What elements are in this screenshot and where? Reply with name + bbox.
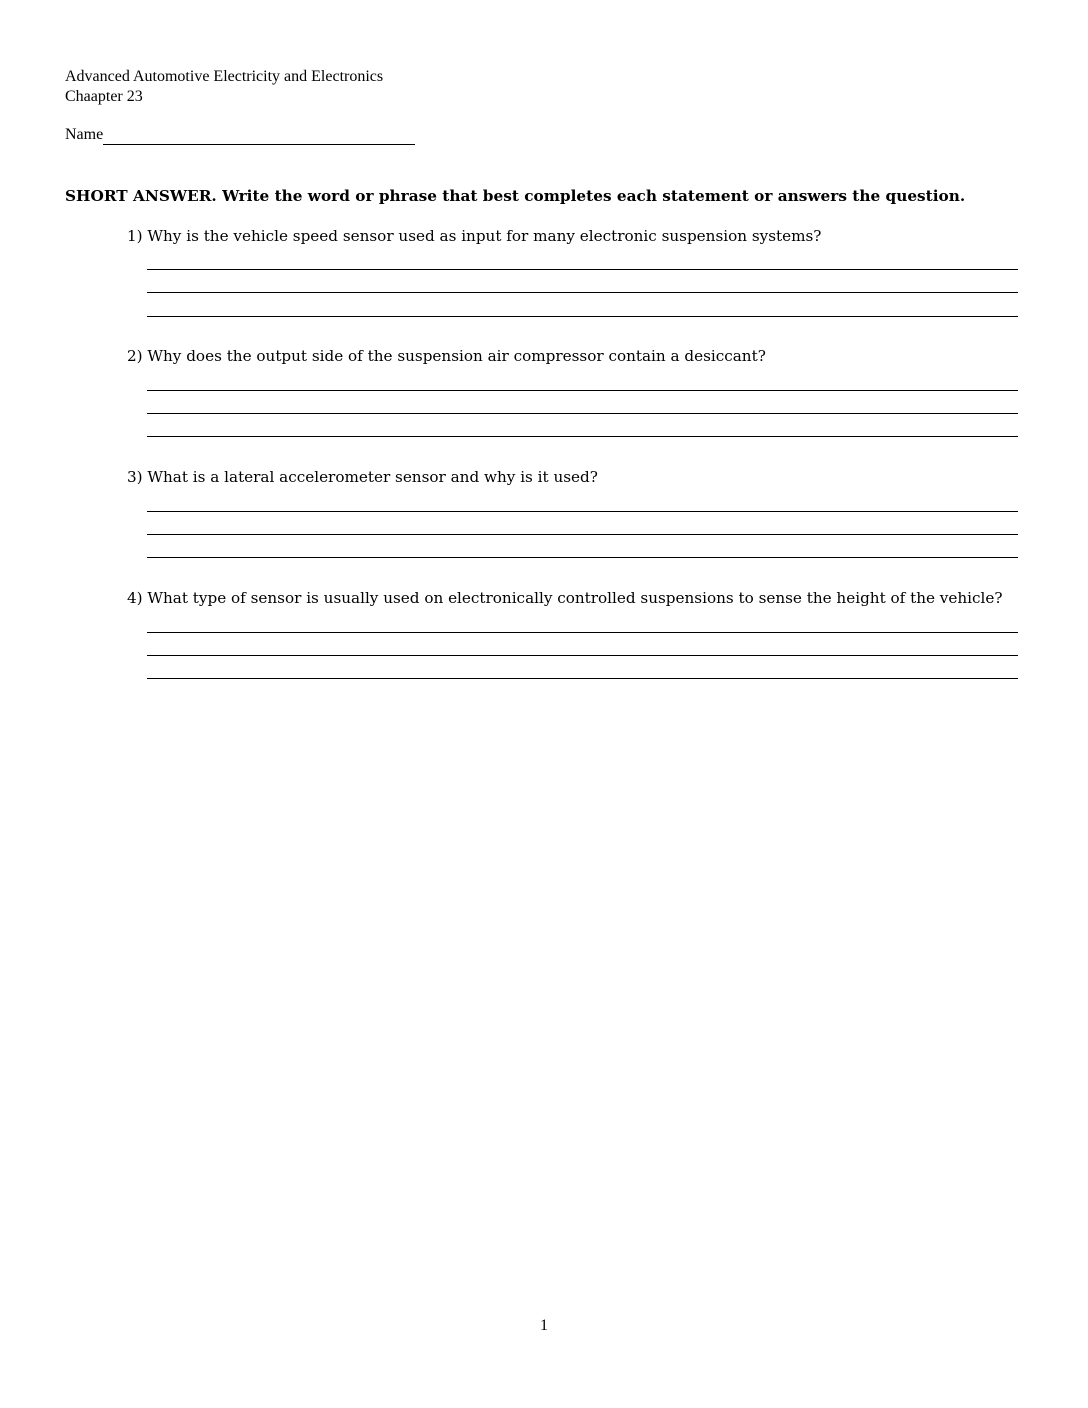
answer-line-q3-2[interactable]	[147, 534, 1018, 535]
answer-line-q4-3[interactable]	[147, 678, 1018, 679]
answer-line-q4-1[interactable]	[147, 632, 1018, 633]
answer-line-q3-1[interactable]	[147, 511, 1018, 512]
document-header	[65, 67, 383, 107]
page-number: 1	[540, 1317, 548, 1334]
answer-line-q2-2[interactable]	[147, 413, 1018, 414]
answer-line-q1-3[interactable]	[147, 316, 1018, 317]
chapter-label: Chaapter 23	[65, 88, 143, 105]
name-label: Name	[65, 126, 104, 143]
answer-line-q2-3[interactable]	[147, 436, 1018, 437]
answer-line-q1-2[interactable]	[147, 292, 1018, 293]
answer-line-q1-1[interactable]	[147, 269, 1018, 270]
question-2: 2) Why does the output side of the suspension air compressor contain a desiccant?	[127, 347, 766, 365]
answer-line-q3-3[interactable]	[147, 557, 1018, 558]
name-row	[65, 125, 415, 145]
name-blank-line[interactable]	[103, 126, 415, 145]
answer-line-q4-2[interactable]	[147, 655, 1018, 656]
question-1: 1) Why is the vehicle speed sensor used as input for many electronic suspension systems?	[127, 227, 822, 245]
section-instructions: SHORT ANSWER. Write the word or phrase that best completes each statement or answers the question.	[65, 187, 966, 205]
course-title: Advanced Automotive Electricity and Electronics	[65, 68, 384, 85]
question-4: 4) What type of sensor is usually used on electronically controlled suspensions to sense the height of the vehicle?	[127, 589, 1003, 607]
answer-line-q2-1[interactable]	[147, 390, 1018, 391]
question-3: 3) What is a lateral accelerometer sensor and why is it used?	[127, 468, 598, 486]
